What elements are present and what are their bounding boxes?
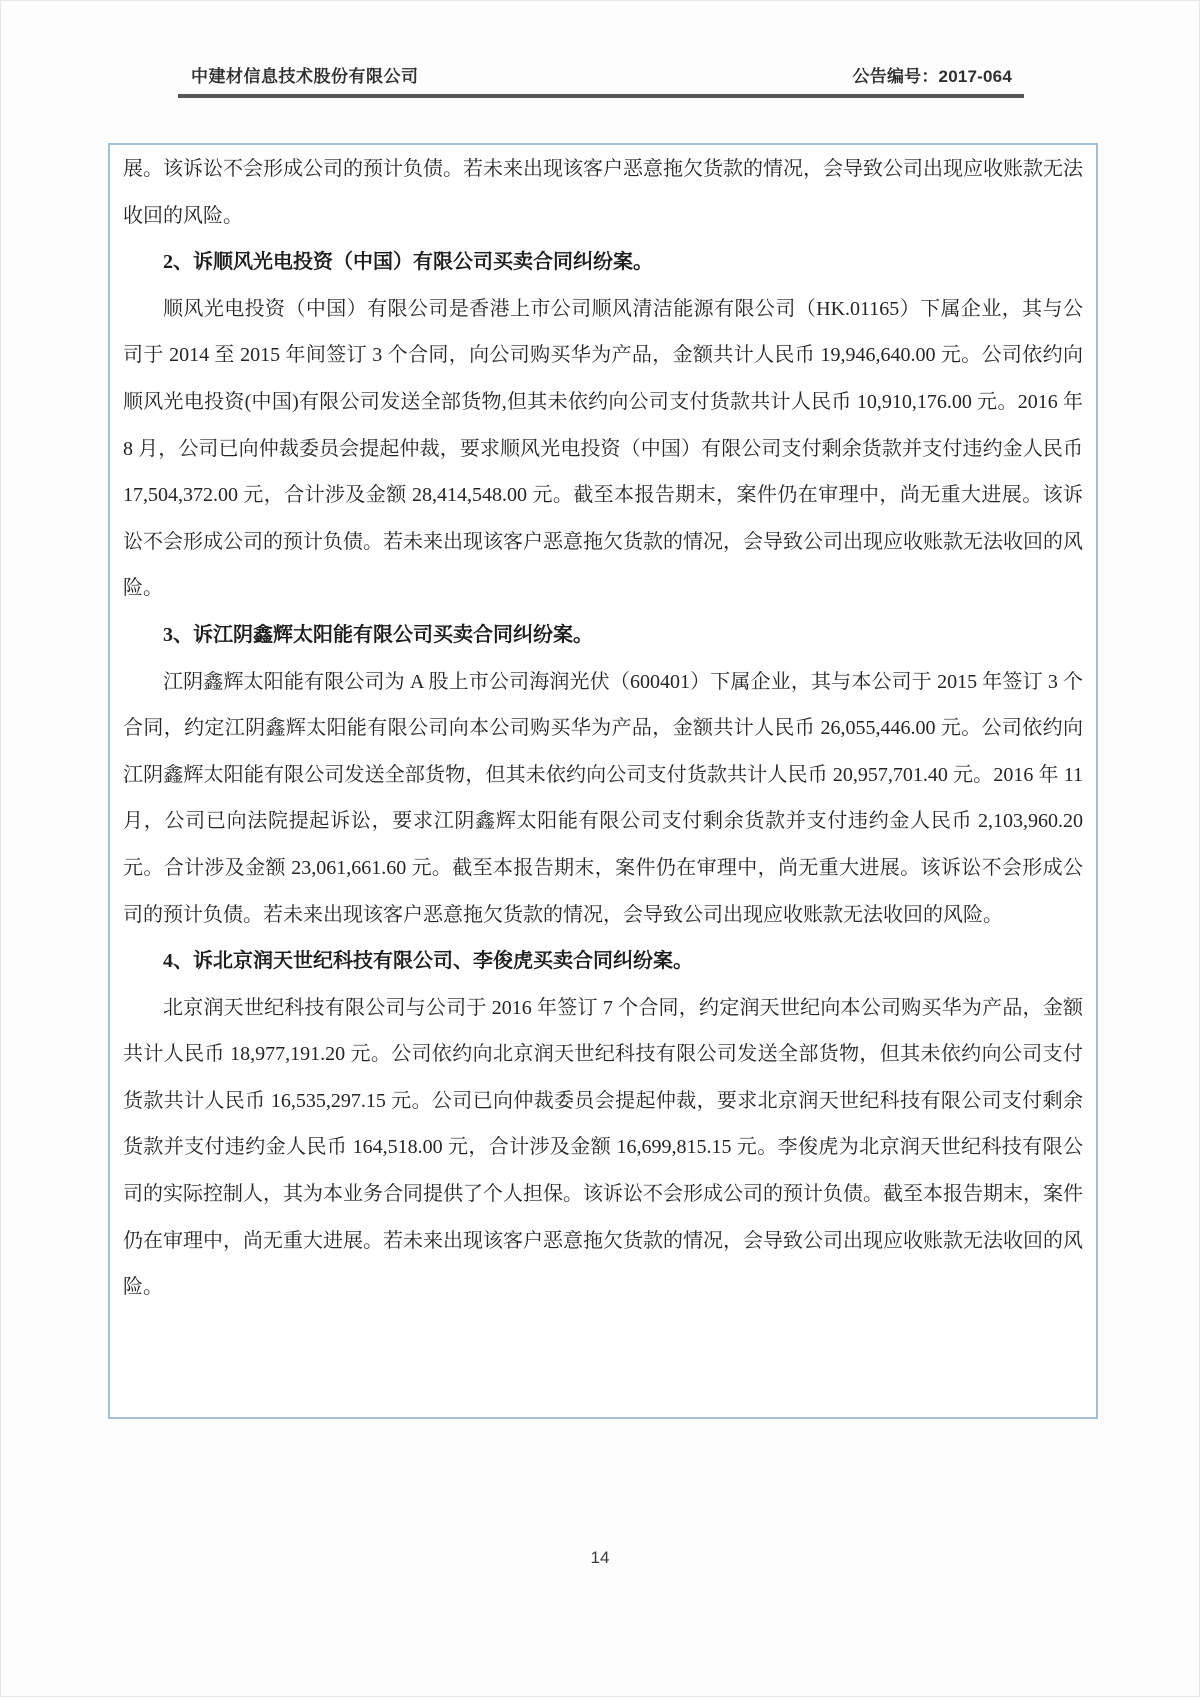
page-header [178, 62, 1024, 98]
page-number: 14 [590, 1548, 610, 1567]
header-company-name: 中建材信息技术股份有限公司 [191, 67, 419, 86]
case-3-paragraph: 江阴鑫辉太阳能有限公司为 A 股上市公司海润光伏（600401）下属企业，其与本公司于 2015 年签订 3 个合同，约定江阴鑫辉太阳能有限公司向本公司购买华为产品，金额共计人民币 26,055,446.00 元。公司依约向江阴鑫辉太阳能有限公司发送全部货物，但其未依约向公司支付货款共计人民币 20,957,701.40 元。2016 年 11 月，公司已向法院提起诉讼，要求江阴鑫辉太阳能有限公司支付剩余货款并支付违约金人民币 2,103,960.20 元。合计涉及金额 23,061,661.60 元。截至本报告期末，案件仍在审理中，尚无重大进展。该诉讼不会形成公司的预计负债。若未来出现该客户恶意拖欠货款的情况，会导致公司出现应收账款无法收回的风险。 [123, 670, 1083, 926]
paragraph-continuation: 展。该诉讼不会形成公司的预计负债。若未来出现该客户恶意拖欠货款的情况，会导致公司出现应收账款无法收回的风险。 [123, 158, 1083, 227]
case-2-paragraph: 顺风光电投资（中国）有限公司是香港上市公司顺风清洁能源有限公司（HK.01165）下属企业，其与公司于 2014 至 2015 年间签订 3 个合同，向公司购买华为产品，金额共计人民币 19,946,640.00 元。公司依约向顺风光电投资(中国)有限公司发送全部货物,但其未依约向公司支付货款共计人民币 10,910,176.00 元。2016 年 8 月，公司已向仲裁委员会提起仲裁，要求顺风光电投资（中国）有限公司支付剩余货款并支付违约金人民币 17,504,372.00 元，合计涉及金额 28,414,548.00 元。截至本报告期末，案件仍在审理中，尚无重大进展。该诉讼不会形成公司的预计负债。若未来出现该客户恶意拖欠货款的情况，会导致公司出现应收账款无法收回的风险。 [123, 297, 1083, 600]
page-footer [0, 1548, 1200, 1568]
content-box [108, 143, 1098, 1419]
case-4-paragraph: 北京润天世纪科技有限公司与公司于 2016 年签订 7 个合同，约定润天世纪向本公司购买华为产品，金额共计人民币 18,977,191.20 元。公司依约向北京润天世纪科技有限公司发送全部货物，但其未依约向公司支付货款共计人民币 16,535,297.15 元。公司已向仲裁委员会提起仲裁，要求北京润天世纪科技有限公司支付剩余货款并支付违约金人民币 164,518.00 元，合计涉及金额 16,699,815.15 元。李俊虎为北京润天世纪科技有限公司的实际控制人，其为本业务合同提供了个人担保。该诉讼不会形成公司的预计负债。截至本报告期末，案件仍在审理中，尚无重大进展。若未来出现该客户恶意拖欠货款的情况，会导致公司出现应收账款无法收回的风险。 [123, 996, 1083, 1299]
header-announcement-number: 公告编号：2017-064 [852, 67, 1012, 86]
case-2-heading: 2、诉顺风光电投资（中国）有限公司买卖合同纠纷案。 [163, 251, 653, 274]
case-4-heading: 4、诉北京润天世纪科技有限公司、李俊虎买卖合同纠纷案。 [163, 950, 693, 973]
case-3-heading: 3、诉江阴鑫辉太阳能有限公司买卖合同纠纷案。 [163, 623, 593, 646]
